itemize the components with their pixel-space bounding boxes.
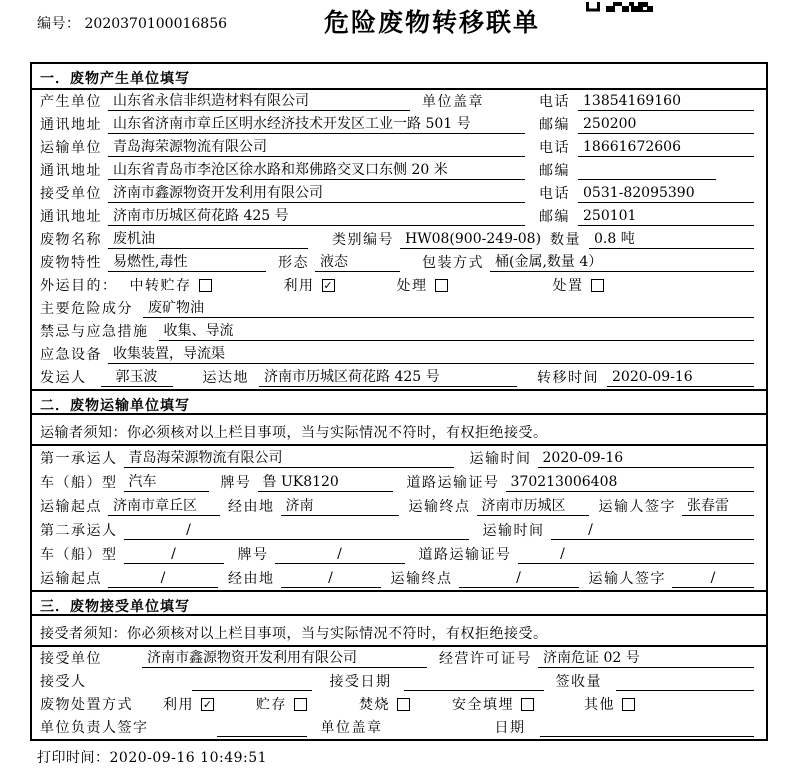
receiver-address-value: 济南市历城区荷花路 425 号 [108, 208, 525, 226]
second-transport-time-value [551, 522, 755, 540]
disposal-utilize-label: 利用 [163, 697, 194, 713]
purpose-transit-storage-checkbox [199, 279, 212, 292]
disposal-storage-checkbox [294, 698, 307, 711]
postcode-label: 邮编 [539, 209, 570, 225]
transport-time-label: 运输时间 [469, 451, 532, 467]
packing-value: 桶(金属,数量 4） [490, 254, 754, 272]
phone-label: 电话 [539, 94, 570, 110]
transfer-purpose-row [32, 274, 766, 297]
second-carrier-value [124, 522, 469, 540]
section1-header: 一．废物产生单位填写 [32, 64, 766, 90]
receiver-postcode-value: 250101 [578, 208, 754, 226]
origin-label: 运输起点 [40, 571, 102, 587]
shipper-label: 发运人 [40, 370, 87, 386]
phone-label: 电话 [539, 140, 570, 156]
disposal-other-label: 其他 [584, 697, 615, 713]
transfer-date-value: 2020-09-16 [607, 369, 754, 387]
receiver-unit-row [32, 182, 766, 205]
quantity-label: 数量 [550, 232, 581, 248]
destination-value: 济南市历城区荷花路 425 号 [259, 369, 517, 387]
license-number-value: 济南危证 02 号 [538, 650, 754, 668]
sign-date-value [540, 719, 755, 737]
print-time [37, 747, 267, 767]
receiver-address-row [32, 205, 766, 228]
transfer-purpose-label: 外运目的： [40, 278, 118, 294]
second-terminus-value: / [459, 570, 579, 588]
waste-name-label: 废物名称 [40, 232, 102, 248]
physical-form-value: 液态 [315, 254, 400, 272]
road-permit-label: 道路运输证号 [418, 547, 512, 563]
plate-number-label: 牌号 [237, 547, 269, 563]
purpose-transit-storage-option [130, 275, 212, 295]
producer-unit-value: 山东省永信非织造材料有限公司 [108, 93, 410, 111]
recipient-value [192, 673, 312, 691]
unit-seal-label: 单位盖章 [422, 94, 484, 110]
purpose-utilize-checkbox [322, 279, 335, 292]
document-number-label: 编号： [37, 16, 81, 32]
receive-date-value [404, 673, 544, 691]
purpose-utilize-label: 利用 [283, 278, 315, 294]
receiving-unit-row [32, 647, 766, 670]
disposal-storage-label: 贮存 [256, 697, 287, 713]
category-code-label: 类别编号 [332, 232, 394, 248]
terminus-label: 运输终点 [408, 499, 471, 515]
responsible-signature-row [32, 716, 766, 739]
transfer-date-label: 转移时间 [537, 370, 599, 386]
emergency-equipment-value: 收集装置，导流渠 [108, 346, 754, 364]
physical-form-label: 形态 [278, 255, 309, 271]
disposal-utilize-option [163, 694, 214, 714]
purpose-treat-checkbox [435, 279, 448, 292]
first-vehicle-type-value: 汽车 [124, 474, 209, 492]
packing-label: 包装方式 [422, 255, 484, 271]
hazard-component-label: 主要危险成分 [40, 301, 133, 317]
print-time-value: 2020-09-16 10:49:51 [109, 750, 268, 766]
origin-label: 运输起点 [40, 499, 102, 515]
second-vehicle-row [32, 542, 766, 566]
purpose-utilize-option [284, 275, 335, 295]
responsible-signature-label: 单位负责人签字 [40, 720, 149, 736]
quantity-value: 0.8 吨 [589, 231, 754, 249]
second-route-row [32, 566, 766, 590]
category-code-value: HW08(900-249-08) [400, 231, 532, 249]
second-via-value: / [281, 570, 381, 588]
second-carrier-signature-value: / [672, 570, 754, 588]
first-carrier-row [32, 446, 766, 470]
taboo-measures-label: 禁忌与应急措施 [40, 324, 149, 340]
producer-unit-row [32, 90, 766, 113]
transporter-unit-label: 运输单位 [40, 140, 102, 156]
second-carrier-slash: / [186, 522, 191, 538]
first-origin-value: 济南市章丘区 [108, 498, 220, 516]
transporter-postcode-value [578, 162, 716, 180]
purpose-dispose-label: 处置 [552, 278, 584, 294]
receiver-phone-value: 0531-82095390 [578, 185, 754, 203]
section3-header: 三．废物接受单位填写 [32, 590, 766, 616]
responsible-signature-value [217, 719, 307, 737]
transporter-address-row [32, 159, 766, 182]
waste-name-value: 废机油 [108, 231, 308, 249]
second-vehicle-type-value: / [124, 546, 224, 564]
taboo-measures-row [32, 320, 766, 343]
disposal-method-row [32, 693, 766, 716]
disposal-landfill-label: 安全填埋 [452, 697, 514, 713]
transporter-address-label: 通讯地址 [40, 163, 102, 179]
producer-address-label: 通讯地址 [40, 117, 102, 133]
second-time-slash: / [588, 522, 593, 538]
purpose-treat-label: 处理 [396, 278, 428, 294]
receiver-notice: 接受者须知：你必须核对以上栏目事项，当与实际情况不符时，有权拒绝接受。 [32, 616, 766, 647]
emergency-equipment-label: 应急设备 [40, 347, 102, 363]
road-permit-label: 道路运输证号 [406, 475, 500, 491]
emergency-equipment-row [32, 343, 766, 366]
waste-name-row [32, 228, 766, 251]
terminus-label: 运输终点 [390, 571, 453, 587]
transporter-phone-value: 18661672606 [578, 139, 754, 157]
first-vehicle-row [32, 470, 766, 494]
vehicle-type-label: 车（船）型 [40, 475, 118, 491]
carrier-signature-label: 运输人签字 [598, 499, 676, 515]
disposal-incinerate-label: 焚烧 [359, 697, 390, 713]
carrier-signature-label: 运输人签字 [588, 571, 666, 587]
waste-trait-value: 易燃性,毒性 [108, 254, 266, 272]
vehicle-type-label: 车（船）型 [40, 547, 118, 563]
first-carrier-label: 第一承运人 [40, 451, 118, 467]
first-terminus-value: 济南市历城区 [477, 498, 589, 516]
via-label: 经由地 [228, 499, 275, 515]
transport-time-label: 运输时间 [482, 523, 545, 539]
producer-postcode-value: 250200 [578, 116, 754, 134]
first-carrier-value: 青岛海荣源物流有限公司 [124, 450, 454, 468]
qr-code-fragment [586, 0, 654, 16]
disposal-landfill-option [452, 694, 534, 714]
purpose-treat-option [397, 275, 448, 295]
signed-amount-value [616, 673, 754, 691]
first-carrier-signature-value: 张春雷 [682, 498, 754, 516]
producer-address-row [32, 113, 766, 136]
transporter-unit-value: 青岛海荣源物流有限公司 [108, 139, 525, 157]
hazard-component-row [32, 297, 766, 320]
destination-label: 运达地 [202, 370, 249, 386]
receiving-unit-label: 接受单位 [40, 651, 102, 667]
disposal-landfill-checkbox [521, 698, 534, 711]
shipper-row [32, 366, 766, 389]
document-number-value: 2020370100016856 [84, 16, 228, 32]
transporter-address-value: 山东省青岛市李沧区徐水路和郑佛路交叉口东侧 20 米 [108, 162, 525, 180]
section2-header: 二．废物运输单位填写 [32, 389, 766, 415]
disposal-storage-option [256, 694, 307, 714]
form-table [30, 62, 768, 741]
taboo-measures-value: 收集、导流 [159, 323, 755, 341]
receiving-unit-value: 济南市鑫源物资开发利用有限公司 [142, 650, 427, 668]
disposal-incinerate-checkbox [397, 698, 410, 711]
disposal-other-option [584, 694, 635, 714]
postcode-label: 邮编 [539, 163, 570, 179]
waste-trait-row [32, 251, 766, 274]
receiver-unit-value: 济南市鑫源物资开发利用有限公司 [108, 185, 525, 203]
print-time-label: 打印时间： [37, 750, 110, 766]
first-via-value: 济南 [281, 498, 399, 516]
disposal-utilize-checkbox [201, 698, 214, 711]
purpose-dispose-option [553, 275, 604, 295]
first-road-permit-value: 370213006408 [506, 474, 755, 492]
recipient-label: 接受人 [40, 674, 87, 690]
disposal-incinerate-option [359, 694, 410, 714]
postcode-label: 邮编 [539, 117, 570, 133]
unit-seal-label: 单位盖章 [320, 720, 383, 736]
first-transport-time-value: 2020-09-16 [538, 450, 755, 468]
producer-address-value: 山东省济南市章丘区明水经济技术开发区工业一路 501 号 [108, 116, 525, 134]
second-permit-slash: / [560, 546, 565, 562]
via-label: 经由地 [228, 571, 275, 587]
second-origin-value: / [108, 570, 218, 588]
second-road-permit-value [518, 546, 755, 564]
hazard-component-value: 废矿物油 [143, 300, 754, 318]
second-carrier-row [32, 518, 766, 542]
plate-number-label: 牌号 [220, 475, 252, 491]
second-carrier-label: 第二承运人 [40, 523, 118, 539]
page-title: 危险废物转移联单 [324, 8, 541, 37]
purpose-dispose-checkbox [591, 279, 604, 292]
receiver-address-label: 通讯地址 [40, 209, 102, 225]
disposal-other-checkbox [622, 698, 635, 711]
recipient-row [32, 670, 766, 693]
purpose-transit-storage-label: 中转贮存 [129, 278, 192, 294]
transporter-unit-row [32, 136, 766, 159]
receiver-unit-label: 接受单位 [40, 186, 102, 202]
document-number [37, 13, 227, 33]
transporter-notice: 运输者须知：你必须核对以上栏目事项，当与实际情况不符时，有权拒绝接受。 [32, 415, 766, 446]
phone-label: 电话 [539, 186, 570, 202]
receive-date-label: 接受日期 [329, 674, 392, 690]
disposal-method-label: 废物处置方式 [40, 697, 133, 713]
second-plate-number-value: / [275, 546, 405, 564]
license-number-label: 经营许可证号 [439, 651, 532, 667]
producer-phone-value: 13854169160 [578, 93, 754, 111]
waste-trait-label: 废物特性 [40, 255, 102, 271]
sign-date-label: 日期 [494, 720, 526, 736]
shipper-value: 郭玉波 [101, 369, 173, 387]
producer-unit-label: 产生单位 [40, 94, 102, 110]
first-plate-number-value: 鲁 UK8120 [258, 474, 393, 492]
first-route-row [32, 494, 766, 518]
signed-amount-label: 签收量 [555, 674, 602, 690]
